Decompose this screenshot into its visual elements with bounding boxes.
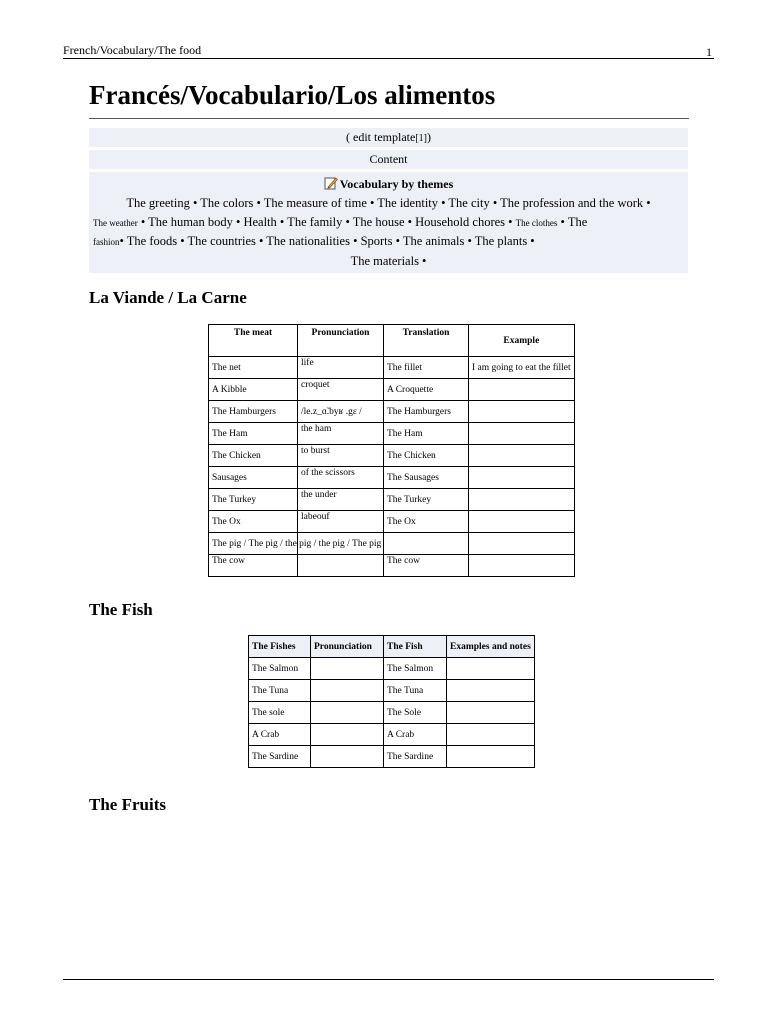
- meat-table: [208, 324, 575, 577]
- theme-fashion-link[interactable]: fashion: [93, 237, 120, 247]
- table-cell: The Ox: [384, 511, 469, 533]
- table-cell: The net: [209, 357, 298, 379]
- themes-line-4[interactable]: The materials •: [350, 253, 427, 268]
- table-row: [209, 401, 575, 423]
- running-header-path: French/Vocabulary/The food: [63, 43, 202, 57]
- table-row: [209, 357, 575, 379]
- table-cell: [311, 724, 384, 746]
- table-cell: to burst: [298, 445, 384, 467]
- edit-template-ref[interactable]: [1]: [415, 133, 427, 144]
- column-header: Example: [469, 325, 575, 357]
- table-row: [209, 423, 575, 445]
- table-row: [209, 555, 575, 577]
- table-cell: [447, 746, 535, 768]
- column-header: Pronunciation: [311, 636, 384, 658]
- table-cell: of the scissors: [298, 467, 384, 489]
- column-header: The Fish: [384, 636, 447, 658]
- table-row: [249, 680, 535, 702]
- table-header-row: [249, 636, 535, 658]
- title-rule: [89, 118, 689, 119]
- table-cell: The Hamburgers: [384, 401, 469, 423]
- column-header: Translation: [384, 325, 469, 357]
- themes-row: [89, 172, 688, 273]
- themes-heading: [89, 174, 688, 194]
- table-cell: [469, 401, 575, 423]
- edit-template-link[interactable]: ( edit template: [346, 130, 416, 144]
- theme-fashion-link-start[interactable]: • The: [557, 214, 588, 229]
- table-cell: The Turkey: [384, 489, 469, 511]
- table-cell: The pig / The pig / the pig / the pig / The pig: [209, 533, 298, 555]
- table-cell: [469, 467, 575, 489]
- table-cell: The sole: [249, 702, 311, 724]
- column-header: Examples and notes: [447, 636, 535, 658]
- table-cell: [469, 555, 575, 577]
- table-header-row: [209, 325, 575, 357]
- table-cell: The cow: [209, 555, 298, 577]
- table-row: [209, 445, 575, 467]
- column-header: The meat: [209, 325, 298, 357]
- themes-line-2-links[interactable]: • The human body • Health • The family • The house • Household chores •: [137, 214, 516, 229]
- table-row: [209, 533, 575, 555]
- themes-line-3-links[interactable]: • The foods • The countries • The nationalities • Sports • The animals • The plants •: [119, 234, 535, 248]
- content-row: Content: [89, 150, 688, 169]
- table-row: [249, 658, 535, 680]
- table-cell: The Sardine: [249, 746, 311, 768]
- table-cell: The Ox: [209, 511, 298, 533]
- table-cell: labeouf: [298, 511, 384, 533]
- table-cell: The Tuna: [249, 680, 311, 702]
- themes-line-3: [89, 232, 688, 252]
- theme-weather-link[interactable]: The weather: [93, 217, 138, 228]
- table-cell: The Ham: [209, 423, 298, 445]
- table-cell: The Turkey: [209, 489, 298, 511]
- table-cell: [384, 533, 469, 555]
- table-cell: [311, 658, 384, 680]
- fish-table: [248, 635, 535, 768]
- table-cell: The Salmon: [384, 658, 447, 680]
- table-cell: croquet: [298, 379, 384, 401]
- table-cell: The Sole: [384, 702, 447, 724]
- table-cell: The Sausages: [384, 467, 469, 489]
- vocabulary-navbox: [89, 128, 688, 276]
- table-row: [209, 511, 575, 533]
- edit-template-suffix: ): [426, 130, 431, 144]
- page-title: Francés/Vocabulario/Los alimentos: [89, 80, 496, 110]
- table-cell: life: [298, 357, 384, 379]
- table-cell: [447, 702, 535, 724]
- page-number: 1: [706, 45, 712, 59]
- table-row: [249, 702, 535, 724]
- section-heading-meat: La Viande / La Carne: [89, 288, 247, 307]
- footer-rule: [63, 979, 714, 980]
- table-cell: The Ham: [384, 423, 469, 445]
- column-header: Pronunciation: [298, 325, 384, 357]
- table-cell: A Croquette: [384, 379, 469, 401]
- table-cell: [469, 379, 575, 401]
- theme-clothes-link[interactable]: The clothes: [515, 217, 558, 228]
- table-cell: [469, 445, 575, 467]
- table-cell: [447, 658, 535, 680]
- table-cell: [469, 533, 575, 555]
- table-cell: [311, 702, 384, 724]
- table-cell: Sausages: [209, 467, 298, 489]
- table-cell: [447, 724, 535, 746]
- edit-template-row: [89, 128, 688, 147]
- table-cell: The Sardine: [384, 746, 447, 768]
- table-row: [249, 724, 535, 746]
- table-cell: The Hamburgers: [209, 401, 298, 423]
- table-cell: The Tuna: [384, 680, 447, 702]
- section-heading-fish: The Fish: [89, 600, 153, 619]
- pencil-icon: [324, 176, 338, 190]
- table-cell: the ham: [298, 423, 384, 445]
- table-cell: [447, 680, 535, 702]
- table-cell: A Crab: [384, 724, 447, 746]
- table-row: [209, 379, 575, 401]
- table-cell: The Chicken: [384, 445, 469, 467]
- table-cell: A Crab: [249, 724, 311, 746]
- header-rule: [63, 58, 714, 59]
- table-cell: I am going to eat the fillet: [469, 357, 575, 379]
- themes-line-2: [89, 213, 688, 233]
- themes-heading-label: Vocabulary by themes: [339, 177, 454, 191]
- table-cell: [298, 555, 384, 577]
- table-cell: The Salmon: [249, 658, 311, 680]
- table-cell: [469, 423, 575, 445]
- table-cell: [311, 746, 384, 768]
- table-row: [209, 489, 575, 511]
- table-cell: The cow: [384, 555, 469, 577]
- table-cell: [311, 680, 384, 702]
- column-header: The Fishes: [249, 636, 311, 658]
- table-row: [209, 467, 575, 489]
- table-row: [249, 746, 535, 768]
- table-cell: /le.z_ɑ̃.byʁ .gɛ /: [298, 401, 384, 423]
- table-cell: [469, 489, 575, 511]
- table-cell: [469, 511, 575, 533]
- section-heading-fruits: The Fruits: [89, 795, 166, 814]
- table-cell: A Kibble: [209, 379, 298, 401]
- table-cell: The fillet: [384, 357, 469, 379]
- themes-line-1[interactable]: The greeting • The colors • The measure of time • The identity • The city • The profession and the work •: [126, 196, 651, 210]
- table-cell: the under: [298, 489, 384, 511]
- table-cell: The Chicken: [209, 445, 298, 467]
